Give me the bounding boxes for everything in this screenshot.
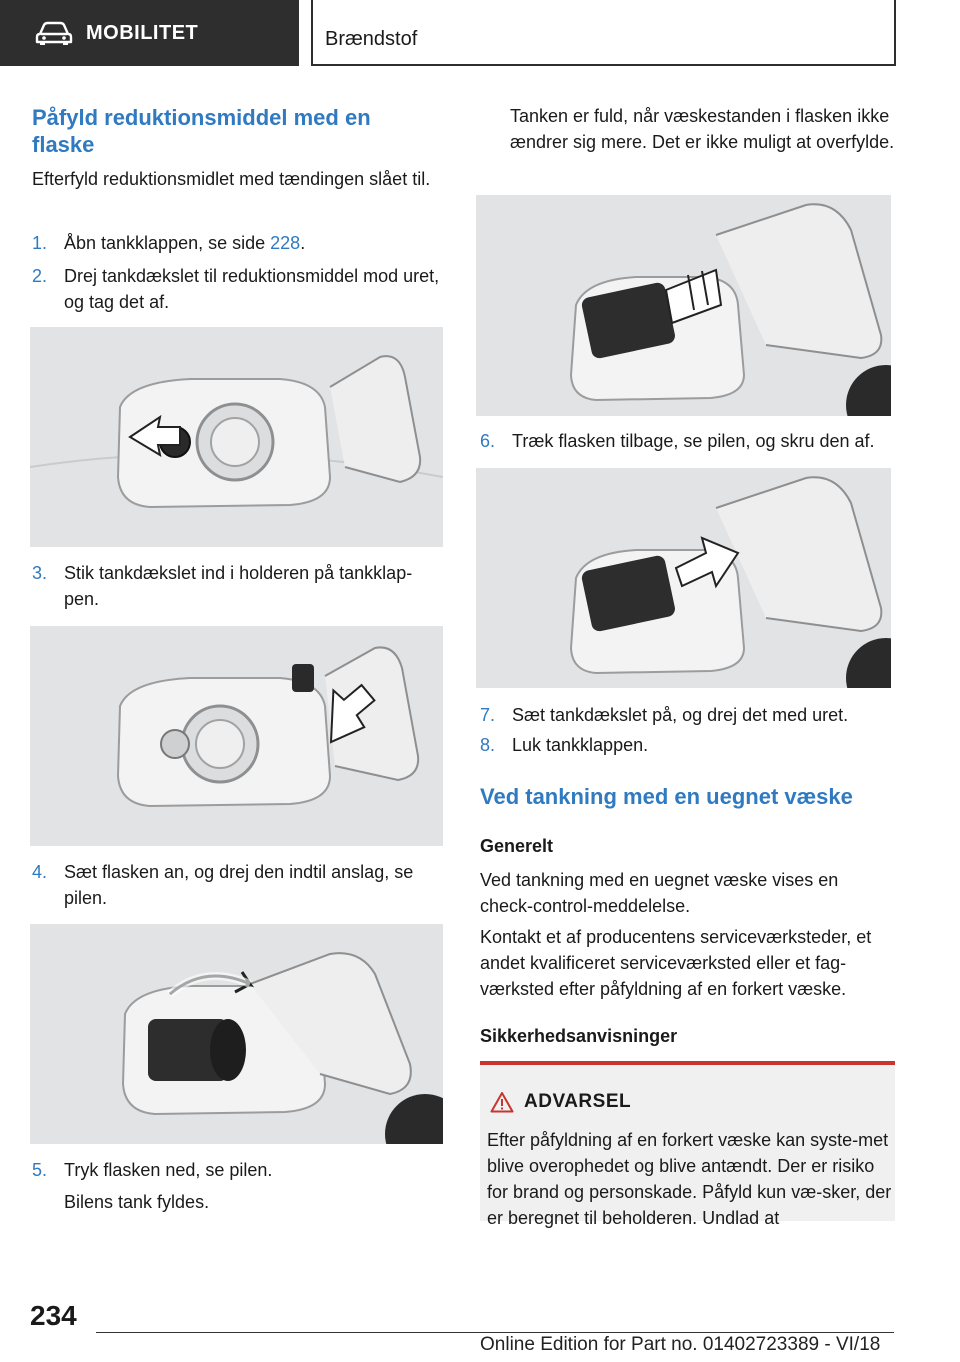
- warning-triangle-icon: [490, 1091, 514, 1113]
- step-text: Åbn tankklappen, se side 228.: [64, 233, 306, 253]
- general-paragraph-2: Kontakt et af producentens serviceværksteder, et andet kvalificeret serviceværksted eller et fag-værksted efter påfyldning af en forkert væske.: [480, 927, 872, 999]
- step-number: 8.: [480, 735, 496, 755]
- step-5-followup: Bilens tank fyldes.: [64, 1192, 210, 1212]
- step-text: Tryk flasken ned, se pilen.: [64, 1160, 273, 1180]
- warning-box: [480, 1061, 895, 1228]
- chapter-header: [311, 0, 896, 66]
- step-5: [32, 1157, 444, 1183]
- figure-cap-in-holder: [30, 626, 443, 846]
- section-tab: [0, 0, 299, 66]
- section-heading-unsuitable: Ved tankning med en uegnet væske: [480, 784, 853, 809]
- warning-text: Efter påfyldning af en forkert væske kan syste-met blive overophedet og blive antændt. Der er risiko for brand og personskade. Påfyld kun væ-sker, der er beregnet til beholderen. Undlad at: [487, 1130, 892, 1228]
- figure-cap-removal: [30, 327, 443, 547]
- step-text: Drej tankdækslet til reduktionsmiddel mod uret, og tag det af.: [64, 266, 440, 312]
- step-6: [480, 428, 896, 454]
- section-heading-refill: Påfyld reduktionsmiddel med en flaske: [32, 105, 371, 157]
- section-label: MOBILITET: [86, 21, 199, 44]
- step-3: [32, 560, 444, 612]
- step-text: Luk tankklappen.: [512, 735, 649, 755]
- figure-bottle-attach: [30, 924, 443, 1144]
- subheading-safety: Sikkerhedsanvisninger: [480, 1026, 678, 1046]
- step-1: [32, 230, 444, 256]
- step-text: Sæt flasken an, og drej den indtil anslag, se pilen.: [64, 862, 414, 908]
- step-text: Sæt tankdækslet på, og drej det med uret.: [512, 705, 849, 725]
- subheading-general: Generelt: [480, 836, 554, 856]
- step-7: [480, 702, 896, 728]
- step-8: [480, 732, 896, 758]
- step-number: 2.: [32, 266, 48, 286]
- step-number: 7.: [480, 705, 496, 725]
- step-text: Stik tankdækslet ind i holderen på tankklap-pen.: [64, 563, 413, 609]
- warning-title: ADVARSEL: [524, 1091, 632, 1112]
- step-number: 1.: [32, 233, 48, 253]
- car-icon: [34, 20, 74, 46]
- step-2: [32, 263, 444, 315]
- chapter-title: Brændstof: [325, 28, 418, 50]
- step-number: 6.: [480, 431, 496, 451]
- figure-bottle-remove: [476, 468, 891, 688]
- step-4: [32, 859, 444, 911]
- general-paragraph-1: Ved tankning med en uegnet væske vises en check-control-meddelelse.: [480, 870, 839, 916]
- step-text: Træk flasken tilbage, se pilen, og skru den af.: [512, 431, 875, 451]
- step-number: 3.: [32, 563, 48, 583]
- page-number: 234: [30, 1300, 77, 1331]
- step-number: 5.: [32, 1160, 48, 1180]
- footer-divider: [96, 1332, 894, 1333]
- step-number: 4.: [32, 862, 48, 882]
- page-link[interactable]: 228: [270, 233, 301, 253]
- tank-full-paragraph: Tanken er fuld, når væskestanden i flasken ikke ændrer sig mere. Det er ikke muligt at overfylde.: [510, 106, 895, 152]
- figure-bottle-full: [476, 195, 891, 416]
- intro-paragraph: Efterfyld reduktionsmidlet med tændingen slået til.: [32, 169, 431, 189]
- footer-edition: Online Edition for Part no. 01402723389 - VI/18: [480, 1334, 881, 1355]
